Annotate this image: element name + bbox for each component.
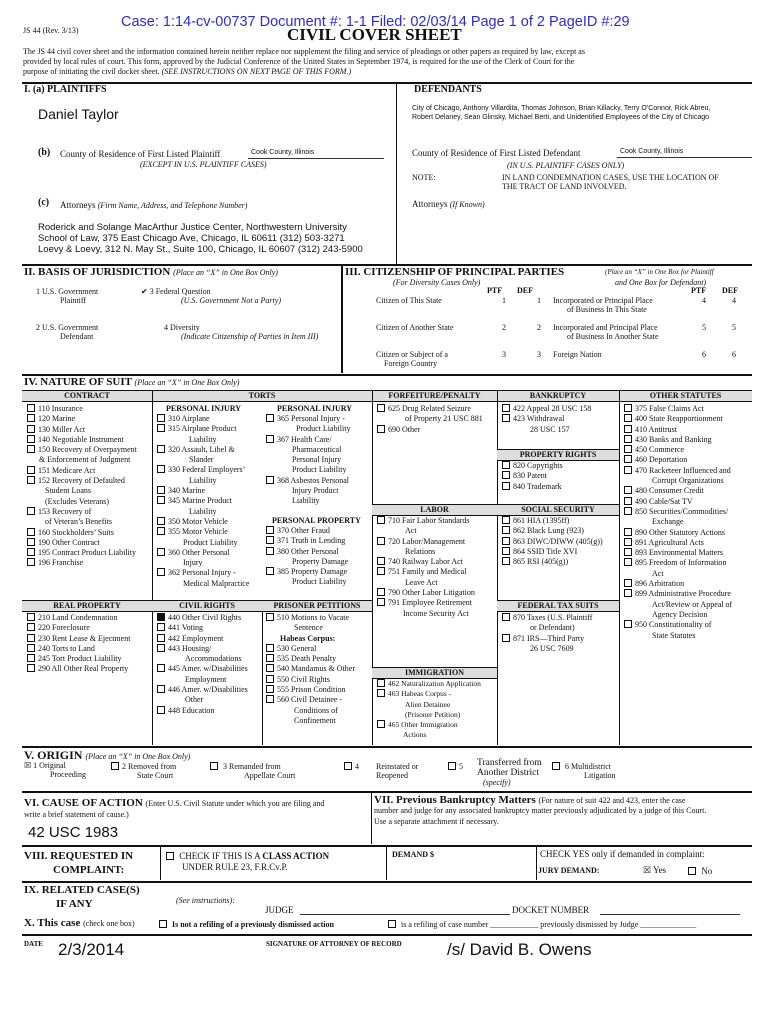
defendant-county-value[interactable]: Cook County, Illinois bbox=[620, 148, 684, 155]
nos-230[interactable]: 230 Rent Lease & Ejectment bbox=[27, 634, 130, 644]
note-label: NOTE: bbox=[412, 173, 436, 182]
attorneys-label: Attorneys (Firm Name, Address, and Telephone Number) bbox=[60, 200, 248, 210]
habeas-header: Habeas Corpus: bbox=[280, 633, 336, 643]
personal-injury-header-1: PERSONAL INJURY bbox=[166, 404, 242, 413]
nos-195[interactable]: 195 Contract Product Liability bbox=[27, 548, 137, 558]
nature-heading: IV. NATURE OF SUIT (Place an “X” in One Box Only) bbox=[24, 376, 240, 388]
nos-430[interactable]: 430 Banks and Banking bbox=[624, 435, 732, 445]
nos-560[interactable]: 560 Civil Detainee - bbox=[266, 695, 355, 705]
personal-property-header: PERSONAL PROPERTY bbox=[272, 516, 361, 525]
nos-350[interactable]: 350 Motor Vehicle bbox=[157, 517, 249, 527]
nos-345[interactable]: 345 Marine Product bbox=[157, 496, 249, 506]
nos-791[interactable]: 791 Employee Retirement bbox=[377, 598, 475, 608]
row3-ptf[interactable]: 3 bbox=[502, 350, 506, 359]
nos-830[interactable]: 830 Patent bbox=[502, 471, 563, 481]
nos-362[interactable]: 362 Personal Injury - bbox=[157, 568, 249, 578]
nos-861[interactable]: 861 HIA (1395ff) bbox=[502, 516, 603, 526]
personal-property-list: 370 Other Fraud 371 Truth in Lending 380 Other Personal Property Damage 385 Property Damage Product Liability bbox=[266, 526, 348, 588]
jurisdiction-opt-1[interactable]: 1 U.S. Government Plaintiff bbox=[36, 287, 99, 305]
nos-890[interactable]: 890 Other Statutory Actions bbox=[624, 528, 732, 538]
check-yes-label: CHECK YES only if demanded in complaint: bbox=[540, 849, 705, 859]
nos-441[interactable]: 441 Voting bbox=[157, 623, 248, 633]
row3-def[interactable]: 3 bbox=[537, 350, 541, 359]
attorney-line-1[interactable]: Roderick and Solange MacArthur Justice Center, Northwestern University bbox=[38, 222, 347, 233]
torts-header: TORTS bbox=[152, 390, 372, 402]
signature-value[interactable]: /s/ David B. Owens bbox=[447, 940, 592, 959]
related-hint: (See instructions): bbox=[176, 896, 235, 905]
nos-450[interactable]: 450 Commerce bbox=[624, 445, 732, 455]
forfeiture-list: 625 Drug Related Seizure of Property 21 USC 881 690 Other bbox=[377, 404, 483, 435]
nos-220[interactable]: 220 Foreclosure bbox=[27, 623, 130, 633]
jury-demand-label: JURY DEMAND: bbox=[538, 866, 600, 875]
defendant-county-note: (IN U.S. PLAINTIFF CASES ONLY) bbox=[507, 161, 625, 170]
row2-ptf[interactable]: 2 bbox=[502, 323, 506, 332]
nos-375[interactable]: 375 False Claims Act bbox=[624, 404, 732, 414]
nos-720[interactable]: 720 Labor/Management bbox=[377, 537, 475, 547]
nos-151[interactable]: 151 Medicare Act bbox=[27, 466, 137, 476]
jurisdiction-opt-3[interactable]: ✔ 3 Federal Question (U.S. Government Not a Party) bbox=[141, 287, 281, 305]
nos-865[interactable]: 865 RSI (405(g)) bbox=[502, 557, 603, 567]
nos-440[interactable]: 440 Other Civil Rights bbox=[157, 613, 248, 623]
row1-def[interactable]: 1 bbox=[537, 296, 541, 305]
nos-625[interactable]: 625 Drug Related Seizure bbox=[377, 404, 483, 414]
social-security-list bbox=[502, 516, 603, 567]
class-action-checkbox[interactable]: CHECK IF THIS IS A CLASS ACTION bbox=[166, 851, 329, 861]
real-property-list bbox=[27, 613, 130, 675]
form-id: JS 44 (Rev. 3/13) bbox=[23, 26, 79, 35]
nos-368[interactable]: 368 Asbestos Personal bbox=[266, 476, 350, 486]
origin-opt-5[interactable]: 5 bbox=[448, 762, 463, 771]
jurisdiction-opt-4[interactable]: 4 Diversity (Indicate Citizenship of Parties in Item III) bbox=[164, 323, 319, 341]
federal-tax-header: FEDERAL TAX SUITS bbox=[497, 600, 619, 612]
bankruptcy-matters-text-1: number and judge for any associated bankruptcy matter previously adjudicated by a judge of this Court. bbox=[374, 806, 707, 815]
related-heading-2: IF ANY bbox=[56, 898, 93, 910]
origin-opt-4-label: Reinstated or Reopened bbox=[376, 762, 419, 780]
plaintiff-name[interactable]: Daniel Taylor bbox=[38, 106, 119, 122]
civil-rights-header: CIVIL RIGHTS bbox=[152, 600, 262, 612]
row2-d[interactable]: 5 bbox=[732, 323, 736, 332]
plaintiffs-heading: I. (a) PLAINTIFFS bbox=[24, 84, 107, 95]
intro-line-1: The JS 44 civil cover sheet and the information contained herein neither replace nor supplement the filing and service of pleadings or other papers as required by law, except as bbox=[23, 47, 585, 56]
row1-desc: Incorporated or Principal Place of Business In This State bbox=[553, 296, 653, 314]
plaintiff-county-value[interactable]: Cook County, Illinois bbox=[251, 149, 315, 156]
plaintiff-county-note: (EXCEPT IN U.S. PLAINTIFF CASES) bbox=[140, 160, 267, 169]
nos-864[interactable]: 864 SSID Title XVI bbox=[502, 547, 603, 557]
nos-290[interactable]: 290 All Other Real Property bbox=[27, 664, 130, 674]
nos-210[interactable]: 210 Land Condemnation bbox=[27, 613, 130, 623]
attorney-line-3[interactable]: Loevy & Loevy, 312 N. May St., Suite 100, Chicago, IL 60607 (312) 243-5900 bbox=[38, 244, 363, 255]
page-title: CIVIL COVER SHEET bbox=[287, 25, 462, 44]
nos-360[interactable]: 360 Other Personal bbox=[157, 548, 249, 558]
citizen-this-state: Citizen of This State bbox=[376, 296, 442, 305]
class-action-rule: UNDER RULE 23, F.R.Cv.P. bbox=[182, 862, 288, 872]
defendants-line-1[interactable]: City of Chicago, Anthony Villardita, Thomas Johnson, Brian Killacky, Terry O'Connor, Rick Abreu, bbox=[412, 105, 711, 112]
ptf-header: PTF bbox=[487, 286, 503, 295]
personal-injury-list-2: 365 Personal Injury - Product Liability 367 Health Care/ Pharmaceutical Personal Injury Product Liability 368 Asbestos Personal Injury Product Liability bbox=[266, 414, 350, 507]
docket-label: DOCKET NUMBER bbox=[512, 905, 590, 915]
nos-550[interactable]: 550 Civil Rights bbox=[266, 675, 355, 685]
nos-448[interactable]: 448 Education bbox=[157, 706, 248, 716]
nos-245[interactable]: 245 Tort Product Liability bbox=[27, 654, 130, 664]
defendant-county-label: County of Residence of First Listed Defendant bbox=[412, 148, 581, 158]
requested-heading-1: VIII. REQUESTED IN bbox=[24, 850, 134, 862]
jurisdiction-opt-2[interactable]: 2 U.S. Government Defendant bbox=[36, 323, 99, 341]
demand-label: DEMAND $ bbox=[392, 850, 434, 859]
nos-367[interactable]: 367 Health Care/ bbox=[266, 435, 350, 445]
attorney-line-2[interactable]: School of Law, 375 East Chicago Ave, Chicago, IL 60611 (312) 503-3271 bbox=[38, 233, 345, 244]
nos-862[interactable]: 862 Black Lung (923) bbox=[502, 526, 603, 536]
nos-446[interactable]: 446 Amer. w/Disabilities bbox=[157, 685, 248, 695]
nos-840[interactable]: 840 Trademark bbox=[502, 482, 563, 492]
nos-385[interactable]: 385 Property Damage bbox=[266, 567, 348, 577]
nos-410[interactable]: 410 Antitrust bbox=[624, 425, 732, 435]
nos-850[interactable]: 850 Securities/Commodities/ bbox=[624, 507, 732, 517]
jurisdiction-heading: II. BASIS OF JURISDICTION (Place an “X” in One Box Only) bbox=[24, 266, 278, 278]
nos-950[interactable]: 950 Constitutionality of bbox=[624, 620, 732, 630]
nos-895[interactable]: 895 Freedom of Information bbox=[624, 558, 732, 568]
prisoner-header: PRISONER PETITIONS bbox=[262, 600, 372, 612]
nos-365[interactable]: 365 Personal Injury - bbox=[266, 414, 350, 424]
nos-820[interactable]: 820 Copyrights bbox=[502, 461, 563, 471]
date-label: DATE bbox=[24, 940, 43, 948]
nos-140[interactable]: 140 Negotiable Instrument bbox=[27, 435, 137, 445]
cause-hint: write a brief statement of cause.) bbox=[24, 810, 129, 819]
def-header: DEF bbox=[517, 286, 533, 295]
nos-863[interactable]: 863 DIWC/DIWW (405(g)) bbox=[502, 537, 603, 547]
nos-160[interactable]: 160 Stockholders’ Suits bbox=[27, 528, 137, 538]
nos-465[interactable]: 465 Other Immigration bbox=[377, 720, 481, 730]
labor-list: 710 Fair Labor Standards Act 720 Labor/Management Relations 740 Railway Labor Act 751 Family and Medical Leave Act 790 Other Labor Litigation 791 Employee Retirement Income Security Act bbox=[377, 516, 475, 619]
nos-896[interactable]: 896 Arbitration bbox=[624, 579, 732, 589]
row3-d[interactable]: 6 bbox=[732, 350, 736, 359]
property-rights-header: PROPERTY RIGHTS bbox=[497, 449, 619, 461]
contract-list: 110 Insurance 120 Marine 130 Miller Act 140 Negotiable Instrument 150 Recovery of Overpayment & Enforcement of Judgment 151 Medicare Act 152 Recovery of Defaulted Student Loans (Excludes Veterans) 153 Recovery of of Veteran’s Benefits 160 Stockholders’ Suits 190 Other Contract 195 Contract Product Liability 196 Franchise bbox=[27, 404, 137, 569]
nos-120[interactable]: 120 Marine bbox=[27, 414, 137, 424]
nos-490[interactable]: 490 Cable/Sat TV bbox=[624, 497, 732, 507]
prisoner-list: 510 Motions to Vacate Sentence Habeas Corpus: 530 General 535 Death Penalty 540 Mandamus & Other 550 Civil Rights 555 Prison Condition 560 Civil Detainee - Conditions of Confinement bbox=[266, 613, 355, 726]
not-refiling-checkbox[interactable]: Is not a refiling of a previously dismissed action bbox=[159, 920, 334, 929]
origin-opt-1[interactable]: ☒ 1 Original Proceeding bbox=[24, 761, 86, 779]
nos-535[interactable]: 535 Death Penalty bbox=[266, 654, 355, 664]
requested-heading-2: COMPLAINT: bbox=[53, 864, 125, 876]
c-label: (c) bbox=[38, 197, 50, 208]
social-security-header: SOCIAL SECURITY bbox=[497, 504, 619, 516]
nos-371[interactable]: 371 Truth in Lending bbox=[266, 536, 348, 546]
nos-899[interactable]: 899 Administrative Procedure bbox=[624, 589, 732, 599]
nos-340[interactable]: 340 Marine bbox=[157, 486, 249, 496]
personal-injury-list-1: 310 Airplane 315 Airplane Product Liability 320 Assault, Libel & Slander 330 Federal Employers’ Liability 340 Marine 345 Marine Product Liability 350 Motor Vehicle 355 Motor Vehicle Product Liability 360 Other Personal Injury 362 Personal Injury - Medical Malpractice bbox=[157, 414, 249, 589]
nos-152[interactable]: 152 Recovery of Defaulted bbox=[27, 476, 137, 486]
cause-heading: VI. CAUSE OF ACTION (Enter U.S. Civil Statute under which you are filing and bbox=[24, 797, 325, 809]
nos-443[interactable]: 443 Housing/ bbox=[157, 644, 248, 654]
personal-injury-header-2: PERSONAL INJURY bbox=[277, 404, 353, 413]
origin-heading: V. ORIGIN (Place an “X” in One Box Only) bbox=[24, 748, 191, 762]
real-property-header: REAL PROPERTY bbox=[22, 600, 152, 612]
nos-463[interactable]: 463 Habeas Corpus - bbox=[377, 689, 481, 699]
citizen-foreign: Citizen or Subject of a Foreign Country bbox=[376, 350, 448, 368]
row1-p[interactable]: 4 bbox=[702, 296, 706, 305]
judge-label: JUDGE bbox=[265, 905, 294, 915]
row2-desc: Incorporated and Principal Place of Business In Another State bbox=[553, 323, 659, 341]
nos-870[interactable]: 870 Taxes (U.S. Plaintiff bbox=[502, 613, 592, 623]
related-heading-1: IX. RELATED CASE(S) bbox=[24, 884, 140, 896]
def-header-2: DEF bbox=[722, 286, 738, 295]
plaintiff-county-label: County of Residence of First Listed Plaintiff bbox=[60, 149, 221, 159]
defendants-heading: DEFENDANTS bbox=[414, 84, 482, 95]
row1-d[interactable]: 4 bbox=[732, 296, 736, 305]
row3-desc: Foreign Nation bbox=[553, 350, 602, 359]
citizen-another-state: Citizen of Another State bbox=[376, 323, 454, 332]
row1-ptf[interactable]: 1 bbox=[502, 296, 506, 305]
jury-no[interactable]: No bbox=[688, 866, 712, 876]
nos-530[interactable]: 530 General bbox=[266, 644, 355, 654]
nos-153[interactable]: 153 Recovery of bbox=[27, 507, 137, 517]
defendants-line-2[interactable]: Robert Delaney, Sean Glinsky, Michael Berti, and Unidentified Employees of the City of Chicago bbox=[412, 114, 710, 121]
nos-330[interactable]: 330 Federal Employers’ bbox=[157, 465, 249, 475]
defendant-attorneys-label: Attorneys (If Known) bbox=[412, 199, 485, 209]
immigration-list: 462 Naturalization Application 463 Habeas Corpus - Alien Detainee (Prisoner Petition) 465 Other Immigration Actions bbox=[377, 679, 481, 741]
note-line-2: THE TRACT OF LAND INVOLVED. bbox=[502, 182, 627, 191]
civil-rights-list: 440 Other Civil Rights 441 Voting 442 Employment 443 Housing/ Accommodations 445 Amer. w/Disabilities Employment 446 Amer. w/Disabilities Other 448 Education bbox=[157, 613, 248, 716]
nos-130[interactable]: 130 Miller Act bbox=[27, 425, 137, 435]
bankruptcy-header: BANKRUPTCY bbox=[497, 390, 619, 402]
nos-480[interactable]: 480 Consumer Credit bbox=[624, 486, 732, 496]
bankruptcy-matters-heading: VII. Previous Bankruptcy Matters (For nature of suit 422 and 423, enter the case bbox=[374, 794, 686, 806]
b-label: (b) bbox=[38, 147, 51, 158]
citizenship-hint-1: (Place an “X” in One Box for Plaintiff bbox=[605, 268, 714, 276]
nos-320[interactable]: 320 Assault, Libel & bbox=[157, 445, 249, 455]
nos-150[interactable]: 150 Recovery of Overpayment bbox=[27, 445, 137, 455]
row2-def[interactable]: 2 bbox=[537, 323, 541, 332]
note-line-1: IN LAND CONDEMNATION CASES, USE THE LOCATION OF bbox=[502, 173, 719, 182]
nos-751[interactable]: 751 Family and Medical bbox=[377, 567, 475, 577]
nos-400[interactable]: 400 State Reapportionment bbox=[624, 414, 732, 424]
nos-370[interactable]: 370 Other Fraud bbox=[266, 526, 348, 536]
checked-box-icon: ☒ bbox=[643, 865, 652, 875]
row3-p[interactable]: 6 bbox=[702, 350, 706, 359]
citizenship-heading: III. CITIZENSHIP OF PRINCIPAL PARTIES bbox=[345, 266, 565, 278]
federal-tax-list: 870 Taxes (U.S. Plaintiff or Defendant) 871 IRS—Third Party 26 USC 7609 bbox=[502, 613, 592, 654]
nos-315[interactable]: 315 Airplane Product bbox=[157, 424, 249, 434]
nos-190[interactable]: 190 Other Contract bbox=[27, 538, 137, 548]
jury-yes[interactable]: ☒ Yes bbox=[643, 865, 667, 875]
property-rights-list bbox=[502, 461, 563, 492]
origin-opt-6[interactable]: 6 Multidistrict Litigation bbox=[552, 762, 616, 780]
check-icon: ✔ bbox=[141, 287, 148, 296]
nos-740[interactable]: 740 Railway Labor Act bbox=[377, 557, 475, 567]
intro-line-3: purpose of initiating the civil docket sheet. (SEE INSTRUCTIONS ON NEXT PAGE OF THIS FORM.) bbox=[23, 67, 352, 76]
nos-355[interactable]: 355 Motor Vehicle bbox=[157, 527, 249, 537]
ptf-header-2: PTF bbox=[691, 286, 707, 295]
nos-460[interactable]: 460 Deportation bbox=[624, 455, 732, 465]
contract-header: CONTRACT bbox=[22, 390, 152, 402]
other-statutes-header: OTHER STATUTES bbox=[619, 390, 752, 402]
checked-box-icon: ☒ bbox=[24, 761, 32, 770]
case-banner: Case: 1:14-cv-00737 Document #: 1-1 Filed: 02/03/14 Page 1 of 2 PageID #:29 bbox=[121, 14, 630, 30]
bankruptcy-matters-text-2: Use a separate attachment if necessary. bbox=[374, 817, 499, 826]
nos-790[interactable]: 790 Other Labor Litigation bbox=[377, 588, 475, 598]
nos-110[interactable]: 110 Insurance bbox=[27, 404, 137, 414]
row2-p[interactable]: 5 bbox=[702, 323, 706, 332]
nos-310[interactable]: 310 Airplane bbox=[157, 414, 249, 424]
nos-690[interactable]: 690 Other bbox=[377, 425, 483, 435]
date-value[interactable]: 2/3/2014 bbox=[58, 940, 125, 959]
nos-423[interactable]: 423 Withdrawal bbox=[502, 414, 591, 424]
nos-555[interactable]: 555 Prison Condition bbox=[266, 685, 355, 695]
nos-445[interactable]: 445 Amer. w/Disabilities bbox=[157, 664, 248, 674]
origin-opt-3[interactable]: 3 Remanded from Appellate Court bbox=[210, 762, 295, 780]
nos-470[interactable]: 470 Racketeer Influenced and bbox=[624, 466, 732, 476]
nos-871[interactable]: 871 IRS—Third Party bbox=[502, 634, 592, 644]
origin-opt-5-label: Transferred from Another District (specify) bbox=[477, 758, 542, 787]
nos-540[interactable]: 540 Mandamus & Other bbox=[266, 664, 355, 674]
labor-header: LABOR bbox=[372, 504, 497, 516]
nos-891[interactable]: 891 Agricultural Acts bbox=[624, 538, 732, 548]
cause-value[interactable]: 42 USC 1983 bbox=[28, 824, 119, 841]
immigration-header: IMMIGRATION bbox=[372, 667, 497, 679]
signature-label: SIGNATURE OF ATTORNEY OF RECORD bbox=[266, 940, 402, 948]
nos-240[interactable]: 240 Torts to Land bbox=[27, 644, 130, 654]
nos-442[interactable]: 442 Employment bbox=[157, 634, 248, 644]
citizenship-hint-2: (For Diversity Cases Only) bbox=[393, 278, 481, 287]
this-case-heading: X. This case (check one box) bbox=[24, 917, 135, 929]
nos-380[interactable]: 380 Other Personal bbox=[266, 547, 348, 557]
nos-510[interactable]: 510 Motions to Vacate bbox=[266, 613, 355, 623]
refiling-checkbox[interactable]: is a refiling of case number ____________ previously dismissed by Judge ______________ bbox=[388, 920, 696, 929]
other-statutes-list: 375 False Claims Act 400 State Reapportionment 410 Antitrust 430 Banks and Banking 450 Commerce 460 Deportation 470 Racketeer Influenced and Corrupt Organizations 480 Consumer Credit 490 Cable/Sat TV 850 Securities/Commodities/ Exchange 890 Other Statutory Actions 891 Agricultural Acts 893 Environmental Matters 895 Freedom of Information Act 896 Arbitration 899 Administrative Procedure Act/Review or Appeal of Agency Decision 950 Constitutionality of State Statutes bbox=[624, 404, 732, 641]
nos-893[interactable]: 893 Environmental Matters bbox=[624, 548, 732, 558]
forfeiture-header: FORFEITURE/PENALTY bbox=[372, 390, 497, 402]
nos-710[interactable]: 710 Fair Labor Standards bbox=[377, 516, 475, 526]
nos-422[interactable]: 422 Appeal 28 USC 158 bbox=[502, 404, 591, 414]
citizenship-hint-3: and One Box for Defendant) bbox=[615, 278, 707, 287]
intro-line-2: provided by local rules of court. This form, approved by the Judicial Conference of the United States in September 1974, is required for the use of the Clerk of Court for the bbox=[23, 57, 575, 66]
origin-opt-2[interactable]: 2 Removed from State Court bbox=[111, 762, 176, 780]
nos-196[interactable]: 196 Franchise bbox=[27, 558, 137, 568]
bankruptcy-list: 422 Appeal 28 USC 158 423 Withdrawal 28 USC 157 bbox=[502, 404, 591, 435]
origin-opt-4[interactable]: 4 bbox=[344, 762, 359, 771]
nos-462[interactable]: 462 Naturalization Application bbox=[377, 679, 481, 689]
